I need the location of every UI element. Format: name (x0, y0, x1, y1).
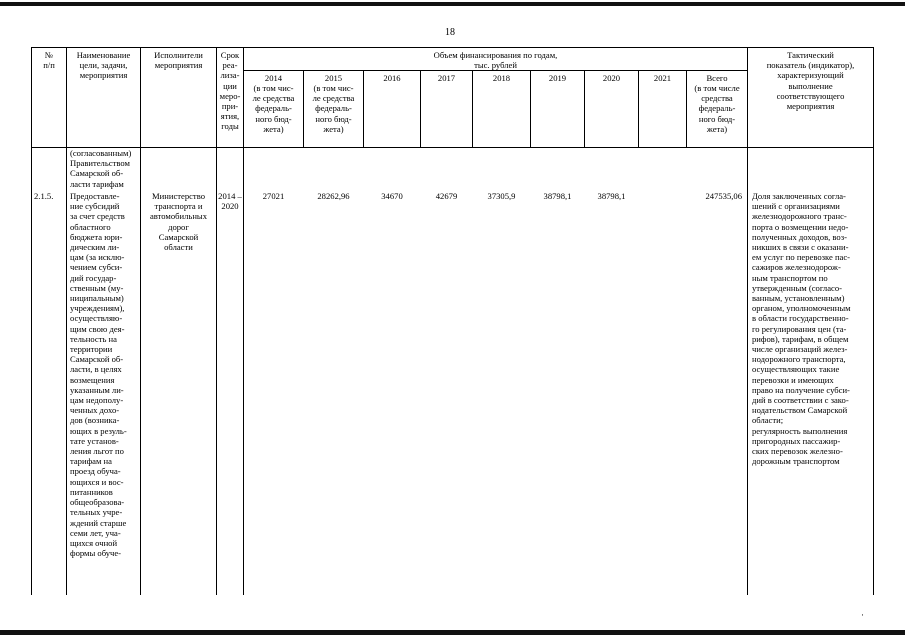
value-2018: 37305,9 (487, 191, 516, 201)
col-border (66, 47, 67, 595)
continuation-text: (согласованным) Правительством Самарской об- ласти тарифам (70, 148, 132, 189)
header-year-2014-note: (в том чис- ле средства федераль- ного бюд- жета) (252, 83, 295, 134)
col-border (31, 47, 32, 595)
col-border (873, 47, 874, 595)
value-2014: 27021 (262, 191, 285, 201)
row-indicator: Доля заключенных согла- шений с организациями железнодорожного транс- порта о возмещении недо- полученных доходов, воз- никших в связи с оказани- ем услуг по перевозке пас- сажиров железнодорож- ным транспортом по утвержденным (согласо- ванным, установленным) органом, уполномоченным в области государственно- го регулирования цен (та- рифов), тарифам, в общем числе организаций желез- нодорожного транспорта, осуществляющих такие перевозки и имеющих право на получение субси- дий в соответствии с зако- нодательством Самарской области; регулярность выполнения пригородных пассажир- ских перевозок железно- дорожным транспортом (752, 191, 851, 467)
header-year-2014: 2014 (264, 73, 283, 83)
header-year-2020: 2020 (602, 73, 621, 83)
value-2020: 38798,1 (597, 191, 626, 201)
header-num: № п/п (43, 50, 55, 71)
value-2015: 28262,96 (317, 191, 350, 201)
value-2019: 38798,1 (543, 191, 572, 201)
value-2016: 34670 (381, 191, 403, 201)
header-year-2015-note: (в том чис- ле средства федераль- ного бюд- жета) (312, 83, 355, 134)
header-year-2019: 2019 (548, 73, 567, 83)
header-name: Наименование цели, задачи, мероприятия (76, 50, 131, 81)
col-border (747, 47, 748, 595)
row-term: 2014 – 2020 (218, 191, 242, 212)
scan-border-bottom (0, 630, 905, 635)
header-term: Срок реа- лиза- ции меро- при- ятия, годы (219, 50, 241, 132)
header-executor: Исполнители мероприятия (154, 50, 203, 71)
header-year-2015: 2015 (324, 73, 343, 83)
value-total: 247535,06 (705, 191, 742, 201)
value-2017: 42679 (435, 191, 458, 201)
col-border (140, 47, 141, 595)
scan-border-top (0, 2, 905, 6)
header-total: Всего (706, 73, 728, 83)
row-executor: Министерство транспорта и автомобильных дорог Самарской области (149, 191, 208, 253)
page-number: 18 (445, 27, 455, 38)
header-indicator: Тактический показатель (индикатор), характеризующий выполнение соответствующего мероприятия (766, 50, 855, 112)
header-financing: Объем финансирования по годам, тыс. рублей (433, 50, 558, 71)
header-year-2018: 2018 (492, 73, 511, 83)
scan-speck: · (861, 610, 864, 620)
header-year-2016: 2016 (383, 73, 401, 83)
header-total-note: (в том числе средства федераль- ного бюд- жета) (694, 83, 740, 134)
header-year-2017: 2017 (437, 73, 456, 83)
header-year-2021: 2021 (653, 73, 672, 83)
row-name: Предоставле- ние субсидий за счет средств областного бюджета юри- дическим ли- цам (за исклю- чением субси- дий государ- ственным (му- ниципальным) учреждениям), осуществляю- щим свою дея- тельность на территории Самарской об- ласти, в целях возмещения указанным ли- цам недополу- ченных дохо- дов (возника- ющих в резуль- тате установ- ления льгот по тарифам на проезд обуча- ющихся и вос- питанников общеобразова- тельных учре- ждений старше семи лет, уча- щихся очной формы обуче- (70, 191, 127, 559)
row-number: 2.1.5. (34, 191, 54, 201)
